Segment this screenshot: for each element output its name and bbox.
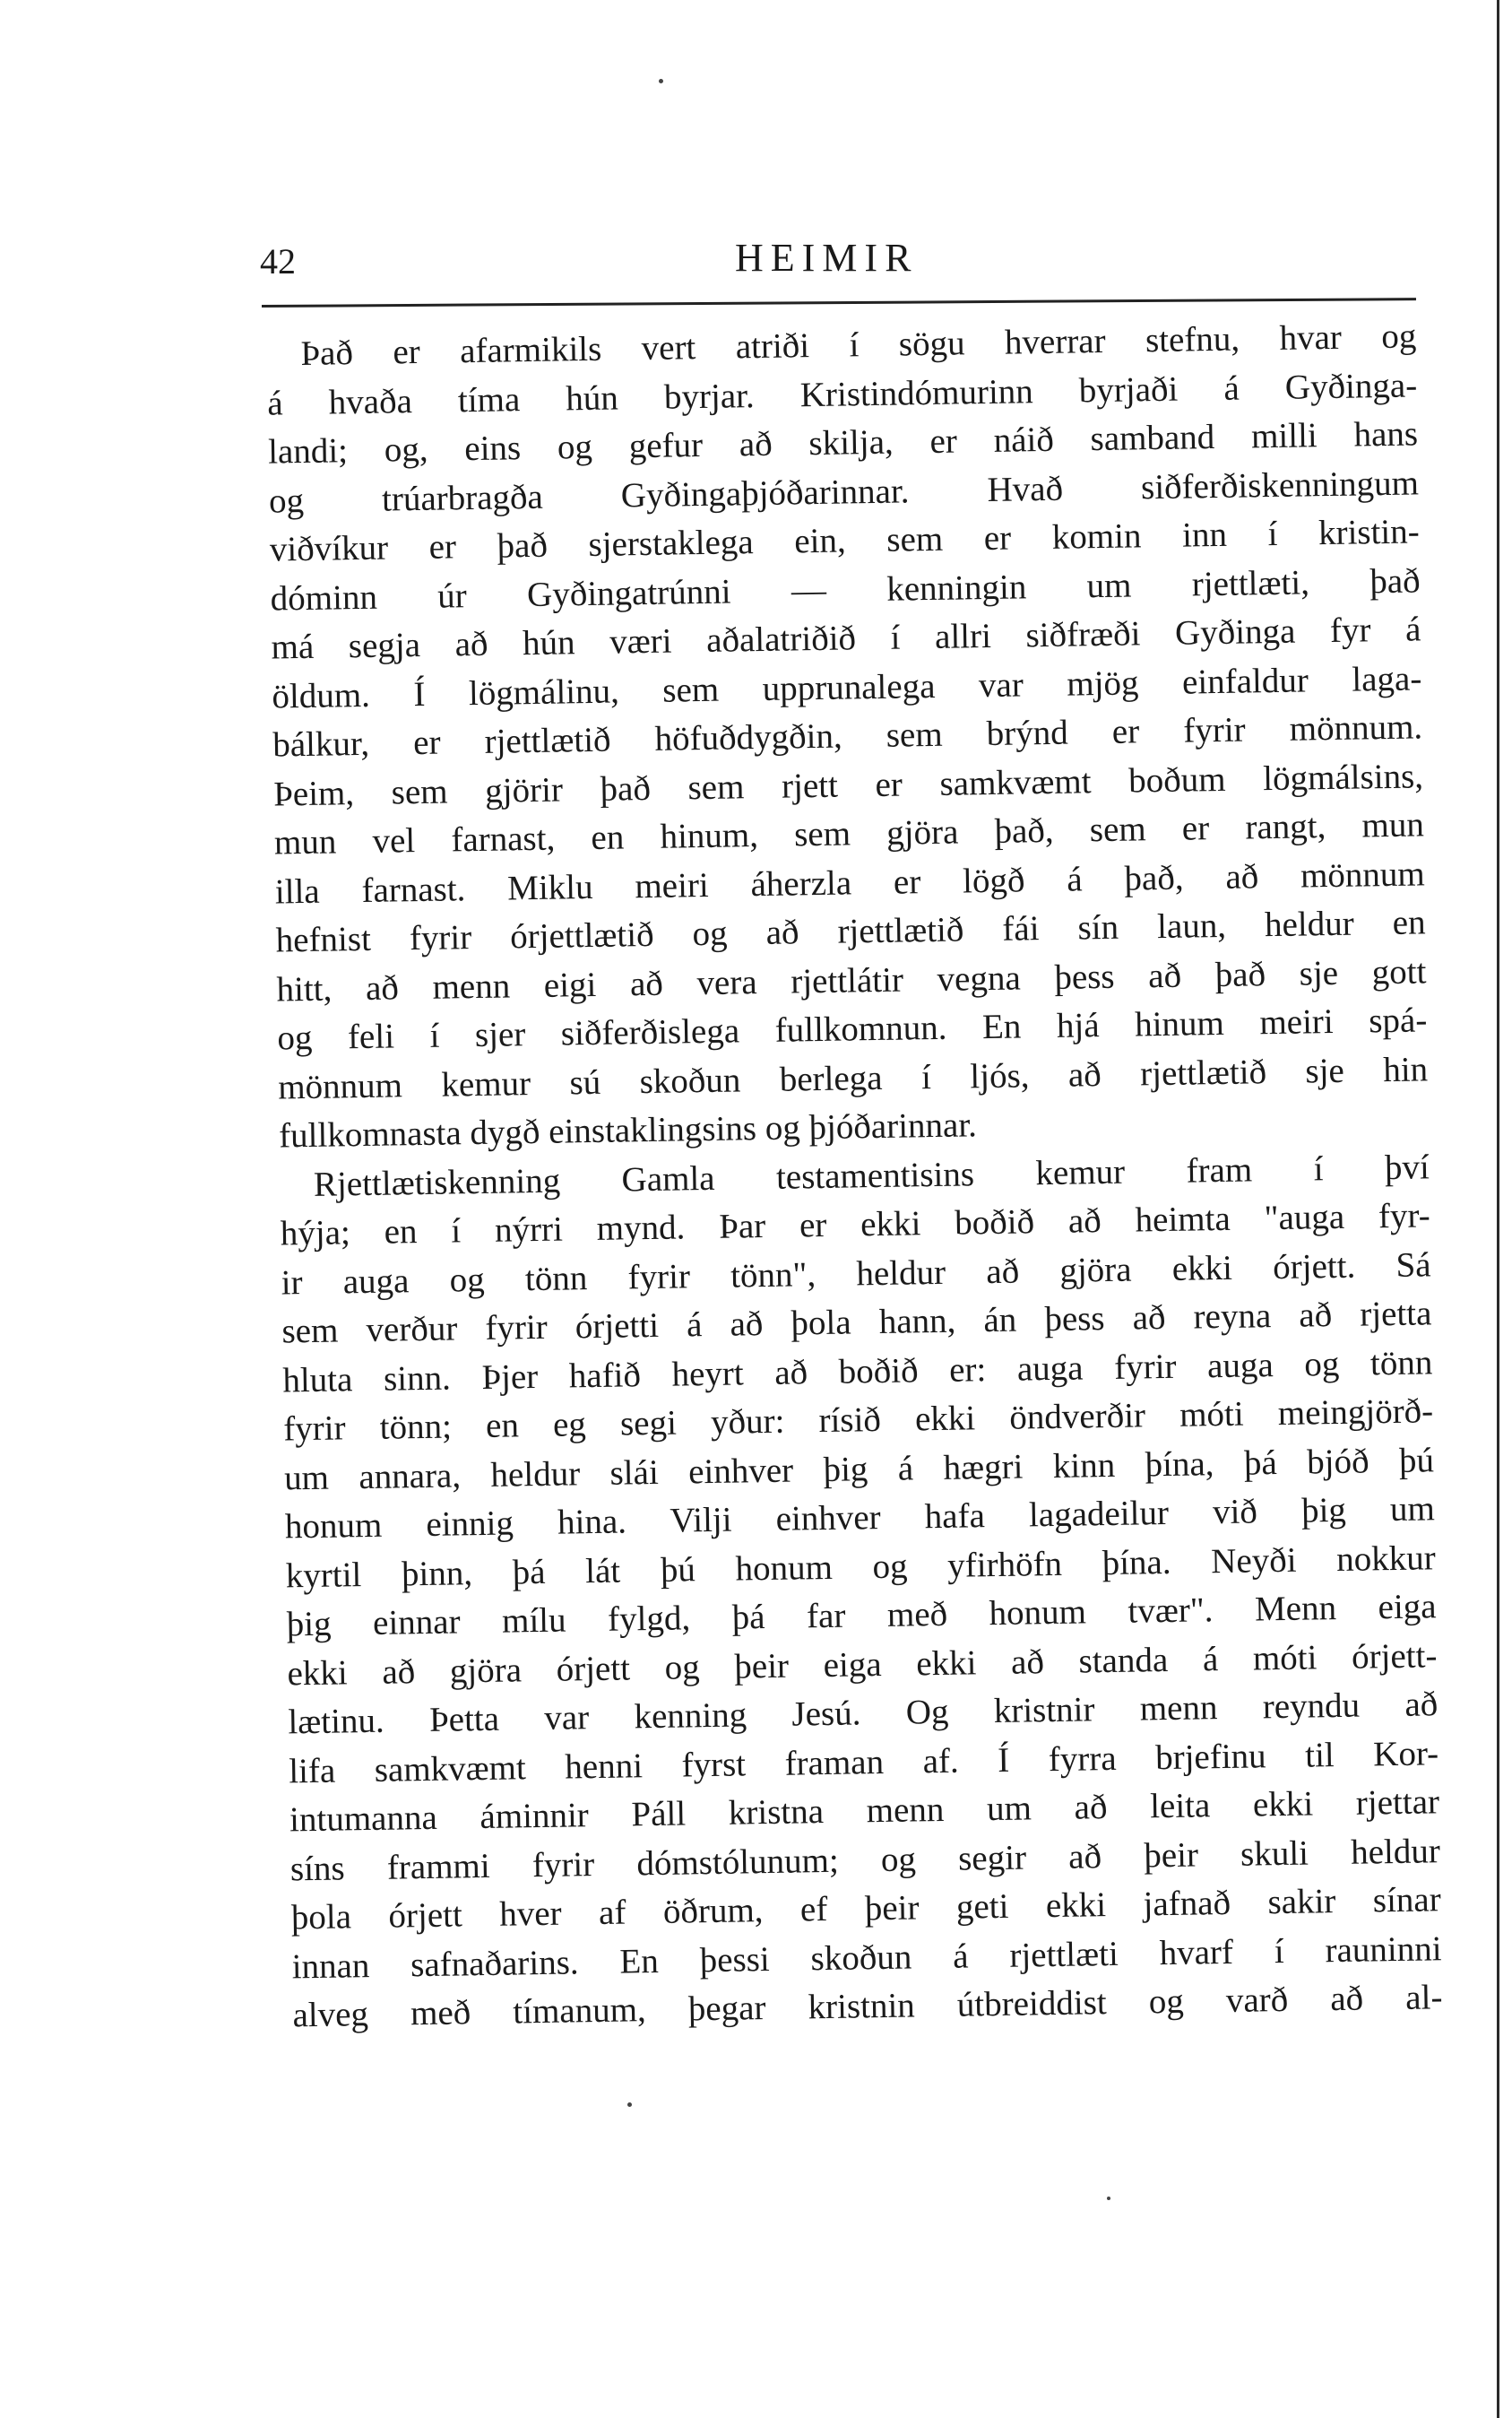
text-line: og trúarbragða Gyðingaþjóðarinnar. Hvað siðferðiskenningum bbox=[268, 463, 1420, 521]
text-line: bálkur, er rjettlætið höfuðdygðin, sem brýnd er fyrir mönnum. bbox=[272, 707, 1423, 765]
text-line: á hvaða tíma hún byrjar. Kristindómurinn byrjaði á Gyðinga- bbox=[266, 365, 1418, 423]
text-line: þig einnar mílu fylgd, þá far með honum tvær". Menn eiga bbox=[286, 1587, 1437, 1644]
text-line: dóminn úr Gyðingatrúnni — kenningin um rjettlæti, það bbox=[270, 560, 1421, 619]
text-line: um annara, heldur slái einhver þig á hægri kinn þína, þá bjóð þú bbox=[283, 1440, 1435, 1497]
text-line: ekki að gjöra órjett og þeir eiga ekki að standa á móti órjett- bbox=[287, 1635, 1438, 1693]
text-line: öldum. Í lögmálinu, sem upprunalega var mjög einfaldur laga- bbox=[272, 658, 1422, 716]
text-line: fyrir tönn; en eg segi yður: rísið ekki öndverðir móti meingjörð- bbox=[282, 1391, 1434, 1449]
text-line: viðvíkur er það sjerstaklega ein, sem er komin inn í kristin- bbox=[269, 512, 1421, 569]
ink-speck bbox=[1107, 2197, 1110, 2200]
text-line: Þeim, sem gjörir það sem rjett er samkvæmt boðum lögmálsins, bbox=[272, 756, 1424, 814]
text-line: fullkomnasta dygð einstaklingsins og þjóðarinnar. bbox=[278, 1105, 978, 1156]
text-line: ir auga og tönn fyrir tönn", heldur að gjöra ekki órjett. Sá bbox=[281, 1244, 1431, 1302]
text-line: lifa samkvæmt henni fyrst framan af. Í fyrra brjefinu til Kor- bbox=[288, 1733, 1439, 1790]
text-line: landi; og, eins og gefur að skilja, er náið samband milli hans bbox=[267, 414, 1419, 472]
text-line: sem verður fyrir órjetti á að þola hann, án þess að reyna að rjetta bbox=[281, 1294, 1432, 1351]
text-line: má segja að hún væri aðalatriðið í allri siðfræði Gyðinga fyr á bbox=[271, 610, 1421, 667]
text-line: lætinu. Þetta var kenning Jesú. Og kristnir menn reyndu að bbox=[288, 1685, 1439, 1742]
body-text bbox=[266, 312, 1443, 2040]
text-line: Það er afarmikils vert atriði í sögu hverrar stefnu, hvar og bbox=[300, 316, 1417, 373]
page-header bbox=[260, 235, 1425, 289]
text-line: Rjettlætiskenning Gamla testamentisins kemur fram í því bbox=[313, 1147, 1430, 1204]
text-line: síns frammi fyrir dómstólunum; og segir að þeir skuli heldur bbox=[289, 1831, 1441, 1888]
text-line: mönnum kemur sú skoðun berlega í ljós, að rjettlætið sje hin bbox=[277, 1049, 1429, 1106]
text-line: intumanna áminnir Páll kristna menn um að leita ekki rjettar bbox=[289, 1782, 1440, 1840]
text-line: og feli í sjer siðferðislega fullkomnun. En hjá hinum meiri spá- bbox=[277, 1001, 1428, 1058]
text-line: illa farnast. Miklu meiri áherzla er lögð á það, að mönnum bbox=[274, 854, 1426, 912]
page-number: 42 bbox=[260, 241, 296, 282]
header-rule bbox=[262, 298, 1416, 308]
text-line: hluta sinn. Þjer hafið heyrt að boðið er: auga fyrir auga og tönn bbox=[282, 1342, 1433, 1400]
text-line: alveg með tímanum, þegar kristnin útbreiddist og varð að al- bbox=[292, 1978, 1443, 2035]
text-line: hýja; en í nýrri mynd. Þar er ekki boðið að heimta "auga fyr- bbox=[280, 1196, 1431, 1253]
text-line: innan safnaðarins. En þessi skoðun á rjettlæti hvarf í rauninni bbox=[291, 1928, 1442, 1986]
text-line: mun vel farnast, en hinum, sem gjöra það, sem er rangt, mun bbox=[273, 805, 1425, 862]
page-edge-line bbox=[1497, 0, 1499, 2418]
text-line: þola órjett hver af öðrum, ef þeir geti ekki jafnað sakir sínar bbox=[290, 1880, 1441, 1937]
text-line: honum einnig hina. Vilji einhver hafa lagadeilur við þig um bbox=[284, 1489, 1436, 1547]
running-title: HEIMIR bbox=[735, 236, 919, 280]
text-line: kyrtil þinn, þá lát þú honum og yfirhöfn þína. Neyði nokkur bbox=[285, 1538, 1437, 1595]
text-line: hefnist fyrir órjettlætið og að rjettlætið fái sín laun, heldur en bbox=[275, 903, 1426, 960]
ink-speck bbox=[627, 2102, 632, 2107]
text-line: hitt, að menn eigi að vera rjettlátir vegna þess að það sje gott bbox=[276, 951, 1427, 1010]
ink-speck bbox=[659, 79, 663, 83]
